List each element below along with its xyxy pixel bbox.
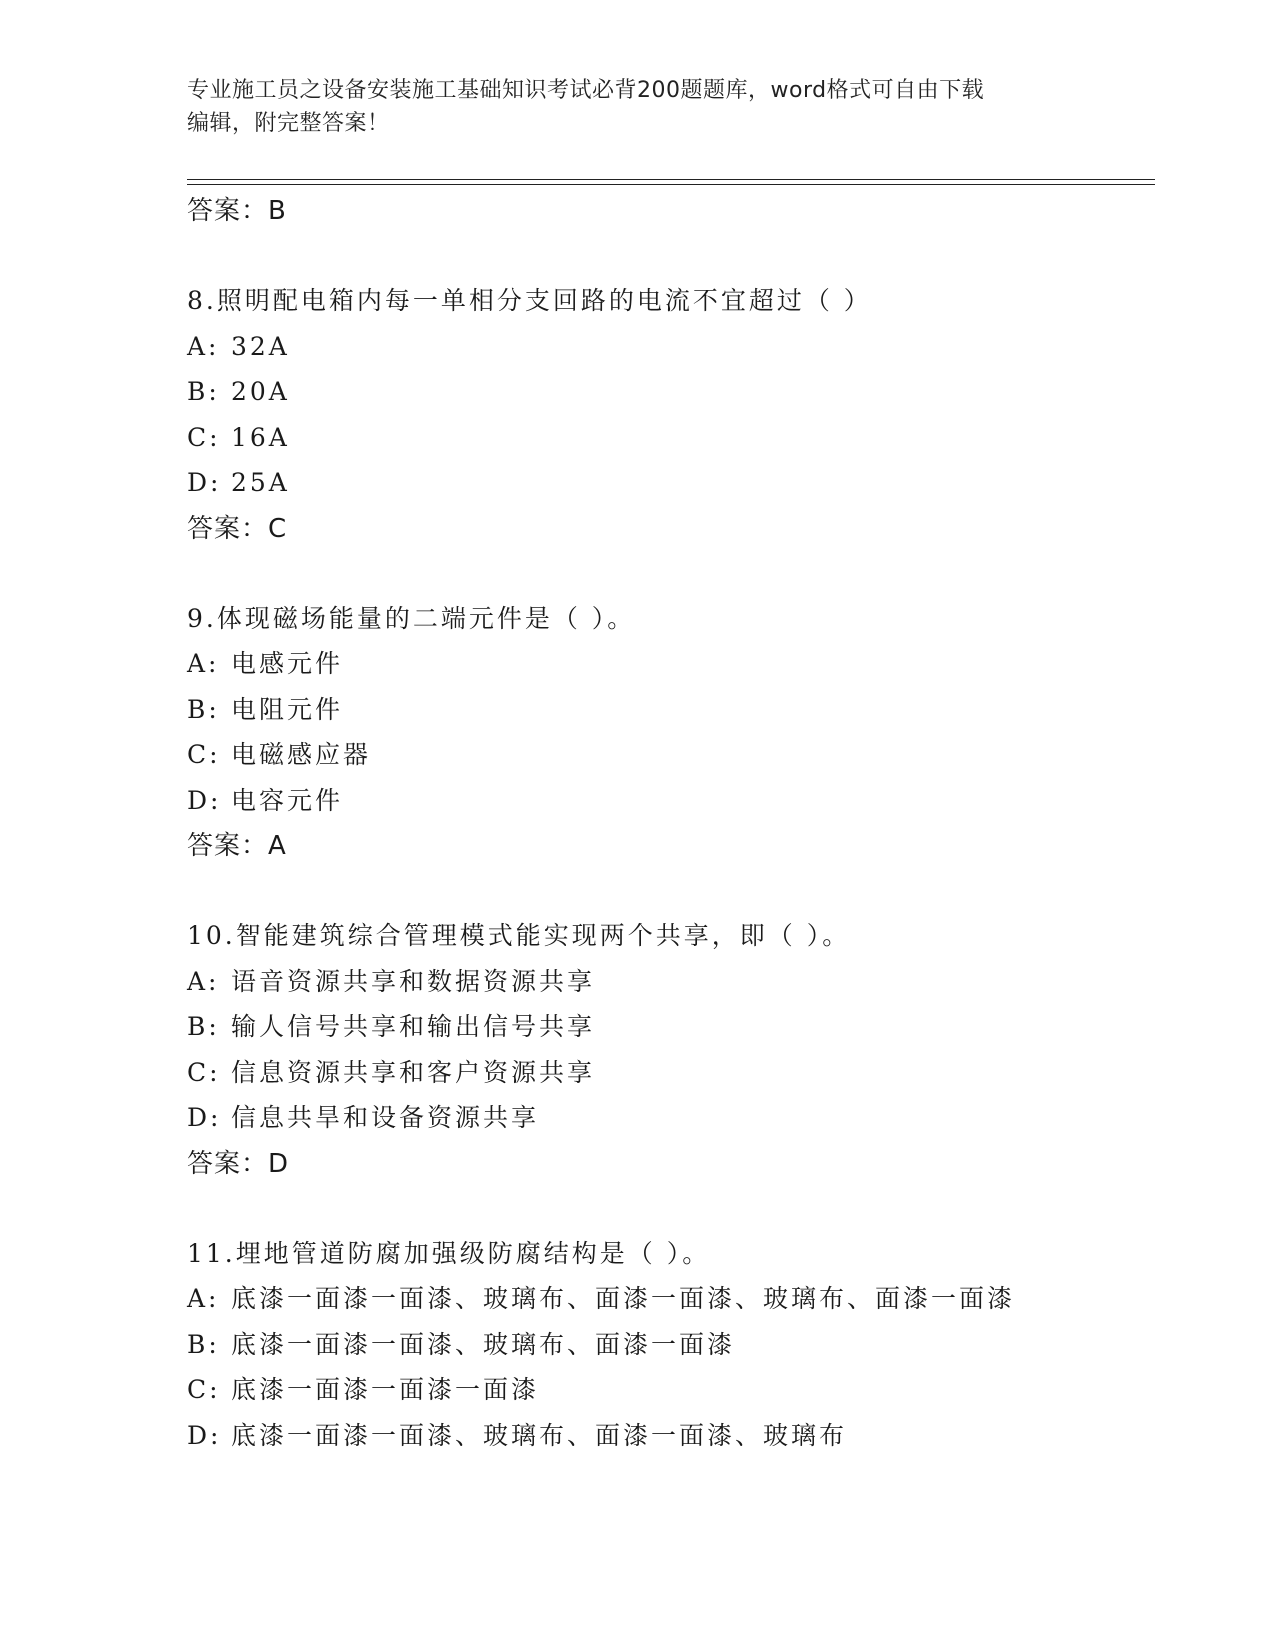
option-c [187, 415, 1155, 461]
option-a [187, 324, 1155, 370]
option-text: 信息资源共享和客户资源共享 [231, 1057, 596, 1087]
option-text: 底漆一面漆一面漆、玻璃布、面漆一面漆、玻璃布、面漆一面漆 [231, 1284, 1016, 1313]
header-rule-top [187, 179, 1155, 180]
option-key: C: [187, 422, 221, 452]
question-text: 9.体现磁场能量的二端元件是（ ）。 [187, 603, 636, 633]
question-text: 8.照明配电箱内每一单相分支回路的电流不宜超过（ ） [187, 286, 872, 315]
option-text: 电阻元件 [231, 694, 344, 724]
option-text: 信息共旱和设备资源共享 [231, 1103, 540, 1132]
question-text: 11.埋地管道防腐加强级防腐结构是（ ）。 [187, 1238, 711, 1268]
option-key: B: [187, 1012, 220, 1041]
answer-line: 答案：A [187, 831, 287, 861]
option-key: A: [187, 649, 220, 678]
option-b [187, 1004, 1155, 1050]
document-header [187, 74, 1087, 140]
option-b [187, 687, 1155, 733]
question-block [187, 1231, 1155, 1459]
option-c [187, 732, 1155, 778]
option-d [187, 1413, 1155, 1459]
question-block [187, 913, 1155, 1187]
option-key: D: [187, 468, 222, 497]
header-line-2: 编辑，附完整答案！ [187, 111, 390, 136]
option-key: B: [187, 694, 220, 724]
option-key: C: [187, 1375, 221, 1404]
option-key: D: [187, 1103, 222, 1132]
option-key: B: [187, 1329, 220, 1359]
option-key: A: [187, 1284, 220, 1313]
option-text: 语音资源共享和数据资源共享 [231, 966, 596, 996]
question-block [187, 596, 1155, 870]
option-b [187, 369, 1155, 415]
option-text: 25A [231, 468, 290, 497]
answer-line: 答案：C [187, 513, 288, 544]
option-a [187, 1276, 1155, 1322]
option-key: A: [187, 966, 220, 996]
option-d [187, 1095, 1155, 1141]
question-text: 10.智能建筑综合管理模式能实现两个共享，即（ ）。 [187, 921, 851, 950]
option-d [187, 460, 1155, 506]
option-text: 底漆一面漆一面漆、玻璃布、面漆一面漆 [231, 1329, 736, 1359]
option-text: 底漆一面漆一面漆一面漆 [231, 1375, 540, 1404]
option-c [187, 1367, 1155, 1413]
option-text: 16A [231, 422, 290, 452]
option-text: 32A [231, 331, 290, 361]
option-key: D: [187, 785, 222, 815]
header-rule-bottom [187, 184, 1155, 185]
question-block [187, 278, 1155, 552]
option-a [187, 959, 1155, 1005]
question-list [187, 188, 1155, 1458]
header-line-1: 专业施工员之设备安装施工基础知识考试必背200题题库，word格式可自由下载 [187, 78, 985, 103]
option-key: B: [187, 377, 220, 406]
option-a [187, 641, 1155, 687]
previous-answer: 答案：B [187, 196, 287, 226]
option-key: A: [187, 331, 220, 361]
option-text: 底漆一面漆一面漆、玻璃布、面漆一面漆、玻璃布 [231, 1420, 848, 1450]
answer-line: 答案：D [187, 1148, 290, 1179]
option-key: C: [187, 740, 221, 769]
option-key: C: [187, 1057, 221, 1087]
option-key: D: [187, 1420, 222, 1450]
option-b [187, 1322, 1155, 1368]
option-text: 电感元件 [231, 649, 344, 678]
option-c [187, 1050, 1155, 1096]
option-text: 输人信号共享和输出信号共享 [231, 1012, 596, 1041]
option-d [187, 778, 1155, 824]
option-text: 电容元件 [231, 785, 344, 815]
option-text: 电磁感应器 [231, 740, 372, 769]
option-text: 20A [231, 377, 290, 406]
